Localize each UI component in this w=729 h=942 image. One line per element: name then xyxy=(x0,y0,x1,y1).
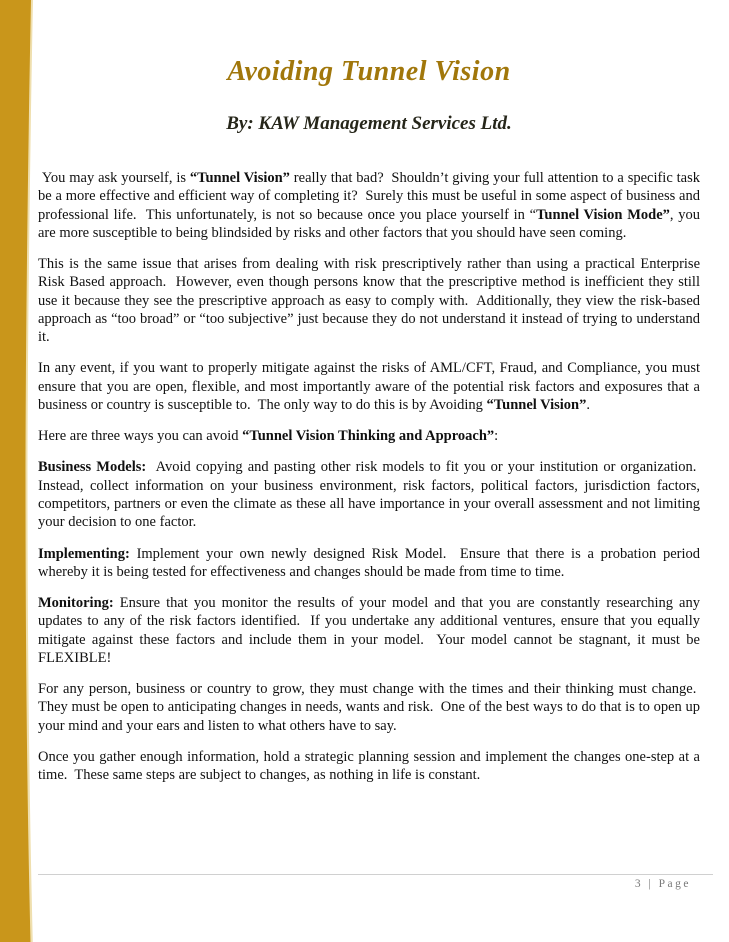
paragraph xyxy=(38,748,700,785)
text-run: Implement your own newly designed Risk Model. Ensure that there is a probation period whereby it is being tested for effectiveness and changes should be made from time to time. xyxy=(38,545,700,580)
bold-text-run: Tunnel Vision Mode” xyxy=(536,206,670,223)
text-run: Avoid copying and pasting other risk models to fit you or your institution or organization. Instead, collect information on your business environment, risk factors, political factors, jurisdiction factors, competitors, partners or even the climate as these all have importance in your overall assessment and not limiting your decision to one factor. xyxy=(38,459,700,531)
text-run: In any event, if you want to properly mitigate against the risks of AML/CFT, Fraud, and Compliance, you must ensure that you are open, flexible, and most importantly aware of the potential risk factors and exposures that a business or country is susceptible to. The only way to do this is by Avoiding xyxy=(38,360,700,413)
bold-text-run: Monitoring: xyxy=(38,595,114,612)
text-run: Once you gather enough information, hold a strategic planning session and implement the changes one-step at a time. These same steps are subject to changes, as nothing in life is constant. xyxy=(38,748,700,784)
page-number-label xyxy=(38,875,713,890)
text-run: For any person, business or country to grow, they must change with the times and their thinking must change. They must be open to anticipating changes in needs, wants and risk. One of the best ways to do that is to open up your mind and your ears and listen to what others have to say. xyxy=(38,681,700,734)
text-run: Here are three ways you can avoid xyxy=(38,428,243,445)
document-title: Avoiding Tunnel Vision xyxy=(227,56,511,87)
text-run: : xyxy=(494,428,499,445)
paragraph xyxy=(38,680,700,735)
paragraph xyxy=(38,255,700,346)
bold-text-run: “Tunnel Vision” xyxy=(486,396,587,413)
bold-text-run: “Tunnel Vision Thinking and Approach” xyxy=(242,428,495,445)
text-run: You may ask yourself, is xyxy=(38,170,190,186)
paragraph xyxy=(38,458,700,531)
page-word: Page xyxy=(658,878,691,890)
text-run: This is the same issue that arises from dealing with risk prescriptively rather than using a practical Enterprise Risk Based approach. However, even though persons know that the prescriptive method is inefficient they still use it because they see the prescriptive approach as easy to comply with. Additionally, they view the risk-based approach as “too broad” or “too subjective” just because they do not understand it instead of trying to understand it. xyxy=(38,256,700,346)
text-run: , you are more susceptible to being blindsided by risks and other factors that you should have seen coming. xyxy=(38,206,700,241)
paragraph xyxy=(38,545,700,582)
bold-text-run: “Tunnel Vision” xyxy=(189,170,290,186)
footer-rule xyxy=(38,874,713,890)
paragraph xyxy=(38,359,700,414)
document-content xyxy=(38,0,700,797)
page-separator: | xyxy=(648,878,654,890)
paragraph xyxy=(38,169,700,242)
paragraph xyxy=(38,427,700,445)
bold-text-run: Business Models: xyxy=(38,459,147,476)
page-number: 3 xyxy=(634,878,644,890)
text-run: really that bad? Shouldn’t giving your full attention to a specific task be a more effective and efficient way of completing it? Surely this must be useful in some aspect of business and professional life. This unfortunately, is not so because once you place yourself in “ xyxy=(38,170,701,223)
text-run: Ensure that you monitor the results of your model and that you are constantly researching any updates to any of the risk factors identified. If you undertake any additional ventures, ensure that you equally mitigate against these factors and include them in your model. Your model cannot be stagnant, it must be FLEXIBLE! xyxy=(38,595,700,666)
gold-ribbon-accent xyxy=(0,0,40,942)
document-byline: By: KAW Management Services Ltd. xyxy=(226,113,512,134)
text-run: . xyxy=(586,396,590,413)
paragraph xyxy=(38,594,700,667)
document-body xyxy=(38,169,700,784)
bold-text-run: Implementing: xyxy=(38,545,130,562)
